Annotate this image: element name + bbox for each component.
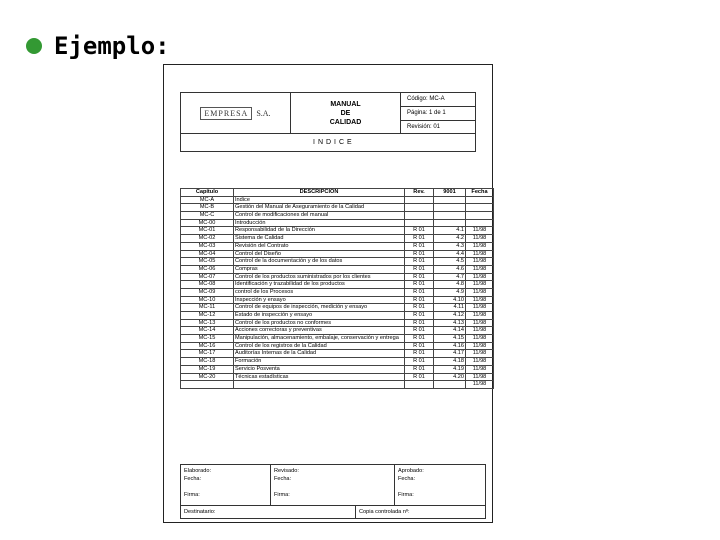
iso9001-cell — [434, 381, 466, 389]
revision-cell: R 01 — [405, 312, 434, 320]
date-cell: 11/98 — [466, 319, 494, 327]
description-cell: Formación — [234, 358, 405, 366]
company-logo — [181, 93, 291, 133]
footer-revisado — [271, 465, 395, 505]
iso9001-cell: 4.20 — [434, 373, 466, 381]
date-cell: 11/98 — [466, 227, 494, 235]
iso9001-cell: 4.11 — [434, 304, 466, 312]
bullet-icon — [26, 38, 42, 54]
footer-aprobado — [395, 465, 485, 505]
date-cell: 11/98 — [466, 250, 494, 258]
document-footer — [180, 464, 486, 519]
revision-cell: R 01 — [405, 265, 434, 273]
iso9001-cell — [434, 212, 466, 220]
description-cell: Identificación y trazabilidad de los productos — [234, 281, 405, 289]
table-row — [181, 281, 494, 289]
iso9001-cell: 4.9 — [434, 288, 466, 296]
description-cell — [234, 381, 405, 389]
iso9001-cell: 4.17 — [434, 350, 466, 358]
description-cell: Sistema de Calidad — [234, 235, 405, 243]
revision-cell: R 01 — [405, 342, 434, 350]
manual-title-line: MANUAL — [330, 100, 361, 108]
revision-cell: R 01 — [405, 319, 434, 327]
revision-cell: R 01 — [405, 365, 434, 373]
date-cell: 11/98 — [466, 312, 494, 320]
description-cell: Estado de inspección y ensayo — [234, 312, 405, 320]
iso9001-cell: 4.5 — [434, 258, 466, 266]
revision-cell: R 01 — [405, 258, 434, 266]
description-cell: Control de los registros de la Calidad — [234, 342, 405, 350]
chapter-cell: MC-06 — [181, 265, 234, 273]
chapter-cell: MC-08 — [181, 281, 234, 289]
revision-cell: R 01 — [405, 235, 434, 243]
date-cell: 11/98 — [466, 381, 494, 389]
date-cell — [466, 219, 494, 227]
table-row — [181, 258, 494, 266]
date-cell — [466, 204, 494, 212]
date-cell: 11/98 — [466, 304, 494, 312]
chapter-cell: MC-A — [181, 196, 234, 204]
table-row — [181, 288, 494, 296]
revision-cell: R 01 — [405, 288, 434, 296]
index-table — [180, 188, 494, 389]
index-heading: INDICE — [181, 133, 475, 151]
revision-cell: R 01 — [405, 242, 434, 250]
iso9001-cell: 4.7 — [434, 273, 466, 281]
table-row — [181, 350, 494, 358]
table-row — [181, 250, 494, 258]
table-row — [181, 342, 494, 350]
table-row — [181, 273, 494, 281]
revision-cell: R 01 — [405, 273, 434, 281]
table-row — [181, 327, 494, 335]
description-cell: Responsabilidad de la Dirección — [234, 227, 405, 235]
table-row — [181, 335, 494, 343]
chapter-cell: MC-13 — [181, 319, 234, 327]
description-cell: Técnicas estadísticas — [234, 373, 405, 381]
date-cell: 11/98 — [466, 288, 494, 296]
description-cell: Manipulación, almacenamiento, embalaje, conservación y entrega — [234, 335, 405, 343]
chapter-cell: MC-19 — [181, 365, 234, 373]
description-cell: Control de modificaciones del manual — [234, 212, 405, 220]
iso9001-cell: 4.1 — [434, 227, 466, 235]
date-cell: 11/98 — [466, 273, 494, 281]
revision-cell: R 01 — [405, 281, 434, 289]
chapter-cell: MC-09 — [181, 288, 234, 296]
table-row — [181, 319, 494, 327]
date-cell: 11/98 — [466, 265, 494, 273]
chapter-cell: MC-05 — [181, 258, 234, 266]
column-header: DESCRIPCION — [234, 189, 405, 197]
revision-cell: R 01 — [405, 350, 434, 358]
copia-controlada-label: Copia controlada nº: — [359, 509, 410, 515]
iso9001-cell: 4.13 — [434, 319, 466, 327]
chapter-cell — [181, 381, 234, 389]
date-cell: 11/98 — [466, 235, 494, 243]
iso9001-cell: 4.8 — [434, 281, 466, 289]
column-header: Fecha — [466, 189, 494, 197]
table-row — [181, 242, 494, 250]
description-cell: Indice — [234, 196, 405, 204]
date-cell: 11/98 — [466, 350, 494, 358]
description-cell: Revisión del Contrato — [234, 242, 405, 250]
description-cell: Introducción — [234, 219, 405, 227]
revision-cell: R 01 — [405, 304, 434, 312]
iso9001-cell: 4.4 — [434, 250, 466, 258]
iso9001-cell: 4.16 — [434, 342, 466, 350]
document-code: Código: MC-A — [401, 93, 475, 107]
chapter-cell: MC-12 — [181, 312, 234, 320]
date-cell: 11/98 — [466, 373, 494, 381]
iso9001-cell: 4.3 — [434, 242, 466, 250]
logo-text: EMPRESA — [200, 107, 252, 120]
description-cell: Inspección y ensayo — [234, 296, 405, 304]
aprobado-label: Aprobado: — [398, 468, 424, 474]
manual-title — [291, 93, 401, 133]
iso9001-cell: 4.10 — [434, 296, 466, 304]
iso9001-cell: 4.12 — [434, 312, 466, 320]
table-row — [181, 196, 494, 204]
iso9001-cell: 4.15 — [434, 335, 466, 343]
iso9001-cell: 4.18 — [434, 358, 466, 366]
document-meta — [401, 93, 475, 133]
iso9001-cell — [434, 204, 466, 212]
table-row — [181, 381, 494, 389]
manual-title-line: CALIDAD — [329, 118, 362, 126]
chapter-cell: MC-16 — [181, 342, 234, 350]
column-header: Rev. — [405, 189, 434, 197]
quality-manual-index-page — [163, 64, 493, 523]
date-cell: 11/98 — [466, 342, 494, 350]
elaborado-label: Elaborado: — [184, 468, 212, 474]
table-row — [181, 219, 494, 227]
table-row — [181, 235, 494, 243]
fecha-label: Fecha: — [398, 476, 416, 482]
chapter-cell: MC-17 — [181, 350, 234, 358]
date-cell: 11/98 — [466, 296, 494, 304]
chapter-cell: MC-02 — [181, 235, 234, 243]
chapter-cell: MC-10 — [181, 296, 234, 304]
revision-cell — [405, 196, 434, 204]
iso9001-cell: 4.19 — [434, 365, 466, 373]
table-row — [181, 365, 494, 373]
firma-label: Firma: — [398, 492, 414, 498]
table-header-row — [181, 189, 494, 197]
slide-title-row — [26, 32, 170, 60]
description-cell: Control de los productos no conformes — [234, 319, 405, 327]
date-cell: 11/98 — [466, 242, 494, 250]
revision-cell — [405, 212, 434, 220]
table-row — [181, 373, 494, 381]
table-row — [181, 304, 494, 312]
revision-cell: R 01 — [405, 358, 434, 366]
date-cell — [466, 212, 494, 220]
chapter-cell: MC-18 — [181, 358, 234, 366]
revision-cell: R 01 — [405, 227, 434, 235]
date-cell: 11/98 — [466, 327, 494, 335]
date-cell: 11/98 — [466, 358, 494, 366]
logo-suffix: S.A. — [256, 108, 271, 118]
footer-distribution-row — [181, 505, 485, 519]
revision-cell: R 01 — [405, 327, 434, 335]
firma-label: Firma: — [184, 492, 200, 498]
description-cell: Control de los productos suministrados por los clientes — [234, 273, 405, 281]
chapter-cell: MC-B — [181, 204, 234, 212]
chapter-cell: MC-04 — [181, 250, 234, 258]
chapter-cell: MC-01 — [181, 227, 234, 235]
date-cell — [466, 196, 494, 204]
date-cell: 11/98 — [466, 365, 494, 373]
description-cell: Compras — [234, 265, 405, 273]
document-page: Página: 1 de 1 — [401, 107, 475, 121]
document-revision: Revisión: 01 — [407, 124, 441, 130]
description-cell: Acciones correctoras y preventivas — [234, 327, 405, 335]
revision-cell — [405, 381, 434, 389]
document-header — [180, 92, 476, 152]
chapter-cell: MC-07 — [181, 273, 234, 281]
revision-cell: R 01 — [405, 250, 434, 258]
chapter-cell: MC-11 — [181, 304, 234, 312]
table-row — [181, 358, 494, 366]
description-cell: Auditorías Internas de la Calidad — [234, 350, 405, 358]
description-cell: control de los Procesos — [234, 288, 405, 296]
chapter-cell: MC-C — [181, 212, 234, 220]
table-row — [181, 265, 494, 273]
iso9001-cell: 4.2 — [434, 235, 466, 243]
table-row — [181, 296, 494, 304]
iso9001-cell — [434, 196, 466, 204]
footer-elaborado — [181, 465, 271, 505]
date-cell: 11/98 — [466, 258, 494, 266]
revision-cell: R 01 — [405, 296, 434, 304]
iso9001-cell — [434, 219, 466, 227]
revisado-label: Revisado: — [274, 468, 299, 474]
iso9001-cell: 4.6 — [434, 265, 466, 273]
date-cell: 11/98 — [466, 281, 494, 289]
table-row — [181, 212, 494, 220]
description-cell: Control de equipos de inspección, medición y ensayo — [234, 304, 405, 312]
date-cell: 11/98 — [466, 335, 494, 343]
firma-label: Firma: — [274, 492, 290, 498]
table-row — [181, 227, 494, 235]
revision-cell — [405, 219, 434, 227]
slide-title: Ejemplo: — [54, 32, 170, 60]
description-cell: Gestión del Manual de Aseguramiento de la Calidad — [234, 204, 405, 212]
description-cell: Servicio Posventa — [234, 365, 405, 373]
chapter-cell: MC-20 — [181, 373, 234, 381]
chapter-cell: MC-15 — [181, 335, 234, 343]
description-cell: Control del Diseño — [234, 250, 405, 258]
column-header: Capítulo — [181, 189, 234, 197]
manual-title-line: DE — [340, 109, 351, 117]
column-header: 9001 — [434, 189, 466, 197]
description-cell: Control de la documentación y de los datos — [234, 258, 405, 266]
iso9001-cell: 4.14 — [434, 327, 466, 335]
revision-cell: R 01 — [405, 335, 434, 343]
table-row — [181, 204, 494, 212]
chapter-cell: MC-03 — [181, 242, 234, 250]
revision-cell: R 01 — [405, 373, 434, 381]
chapter-cell: MC-14 — [181, 327, 234, 335]
destinatario-label: Destinatario: — [184, 509, 216, 515]
table-row — [181, 312, 494, 320]
chapter-cell: MC-00 — [181, 219, 234, 227]
revision-cell — [405, 204, 434, 212]
fecha-label: Fecha: — [274, 476, 292, 482]
footer-divider — [355, 506, 356, 519]
fecha-label: Fecha: — [184, 476, 202, 482]
